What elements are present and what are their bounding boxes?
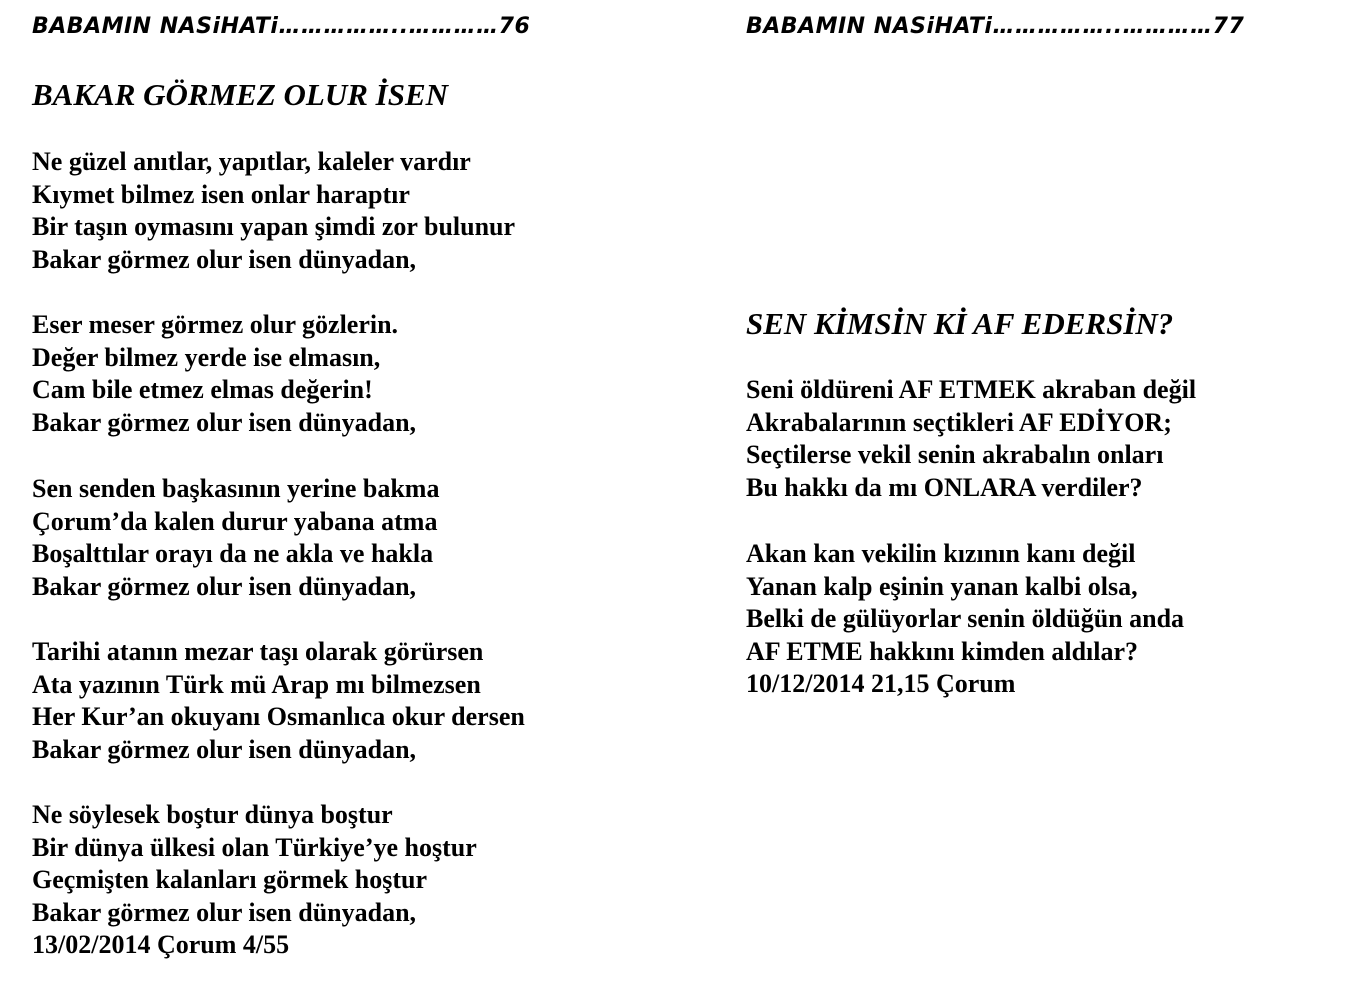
poem-line: Kıymet bilmez isen onlar haraptır (32, 179, 410, 209)
poem-line: Bu hakkı da mı ONLARA verdiler? (746, 472, 1143, 502)
poem-line: Akrabalarının seçtikleri AF EDİYOR; (746, 407, 1172, 437)
poem-line: Belki de gülüyorlar senin öldüğün anda (746, 604, 1185, 634)
poem-line: Sen senden başkasının yerine bakma (32, 474, 440, 503)
left-page (32, 0, 672, 984)
poem-line: Tarihi atanın mezar taşı olarak görürsen (32, 637, 484, 666)
poem-line: Bakar görmez olur isen dünyadan, (32, 571, 417, 601)
stanza-2 (746, 538, 1184, 701)
poem-line: Eser meser görmez olur gözlerin. (32, 310, 399, 339)
poem-line: Her Kur’an okuyanı Osmanlıca okur dersen (32, 702, 525, 732)
poem-line: Değer bilmez yerde ise elmasın, (32, 342, 381, 372)
poem-date: 10/12/2014 21,15 Çorum (746, 669, 1016, 699)
poem-line: Bakar görmez olur isen dünyadan, (32, 734, 417, 764)
stanza-1 (746, 374, 1196, 504)
poem-line: Bakar görmez olur isen dünyadan, (32, 897, 417, 927)
poem-title-left: BAKAR GÖRMEZ OLUR İSEN (32, 77, 449, 112)
running-header-right: BABAMIN NASiHATi……………..…………77 (746, 14, 1245, 39)
stanza-4 (32, 636, 525, 766)
stanza-3 (32, 473, 439, 603)
poem-line: Bir dünya ülkesi olan Türkiye’ye hoştur (32, 832, 477, 862)
poem-line: Ata yazının Türk mü Arap mı bilmezsen (32, 669, 481, 699)
poem-line: Cam bile etmez elmas değerin! (32, 375, 373, 405)
stanza-5 (32, 799, 477, 962)
poem-title-right: SEN KİMSİN Kİ AF EDERSİN? (746, 306, 1174, 341)
poem-line: Geçmişten kalanları görmek hoştur (32, 865, 428, 895)
stanza-2 (32, 309, 416, 439)
right-page (746, 0, 1346, 984)
poem-line: Akan kan vekilin kızının kanı değil (746, 539, 1136, 568)
poem-line: Seni öldüreni AF ETMEK akraban değil (746, 375, 1197, 404)
poem-line: Seçtilerse vekil senin akrabalın onları (746, 440, 1164, 470)
poem-line: Ne söylesek boştur dünya boştur (32, 800, 393, 829)
poem-line: Ne güzel anıtlar, yapıtlar, kaleler vardır (32, 147, 471, 176)
poem-line: Yanan kalp eşinin yanan kalbi olsa, (746, 571, 1138, 601)
poem-line: AF ETME hakkını kimden aldılar? (746, 636, 1139, 666)
poem-line: Çorum’da kalen durur yabana atma (32, 506, 438, 536)
poem-line: Bakar görmez olur isen dünyadan, (32, 407, 417, 437)
running-header-left: BABAMIN NASiHATi……………..…………76 (32, 14, 531, 39)
stanza-1 (32, 146, 515, 276)
poem-line: Boşalttılar orayı da ne akla ve hakla (32, 539, 434, 569)
poem-line: Bakar görmez olur isen dünyadan, (32, 244, 417, 274)
poem-line: Bir taşın oymasını yapan şimdi zor bulunur (32, 212, 516, 242)
poem-date: 13/02/2014 Çorum 4/55 (32, 930, 290, 960)
